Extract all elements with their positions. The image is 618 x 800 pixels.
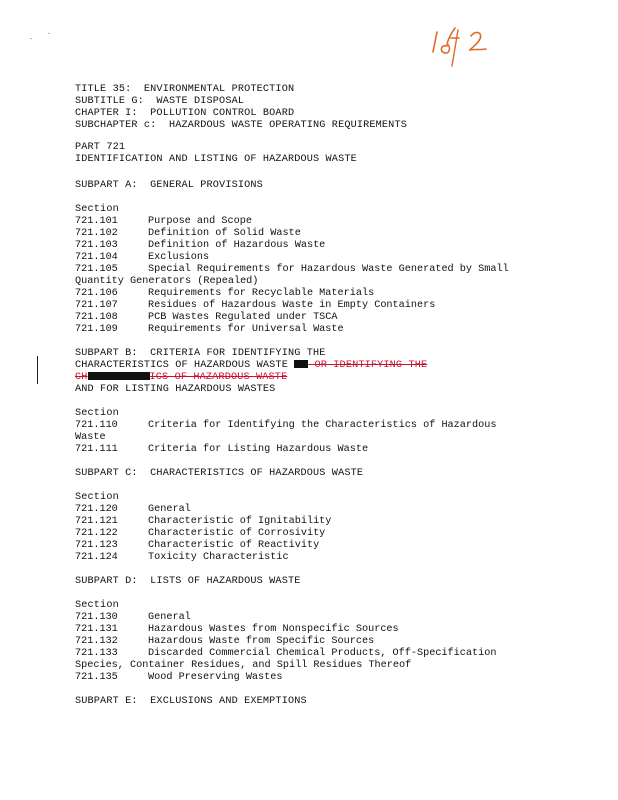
section-title-continuation: Species, Container Residues, and Spill Residues Thereof	[75, 660, 412, 671]
section-title: Exclusions	[148, 252, 210, 263]
subpart-d-heading: SUBPART D: LISTS OF HAZARDOUS WASTE	[75, 576, 301, 587]
section-title-continuation: Waste	[75, 432, 106, 443]
section-number: 721.106	[75, 288, 118, 299]
subpart-b-heading-line1: SUBPART B: CRITERIA FOR IDENTIFYING THE	[75, 348, 326, 359]
subpart-b-heading-line2	[75, 360, 427, 372]
section-title: Characteristic of Ignitability	[148, 516, 332, 527]
section-title: Wood Preserving Wastes	[148, 672, 283, 683]
subpart-c-heading: SUBPART C: CHARACTERISTICS OF HAZARDOUS WASTE	[75, 468, 364, 479]
struck-heading-text: ICS OF HAZARDOUS WASTE	[149, 372, 288, 383]
section-number: 721.121	[75, 516, 118, 527]
section-title: Special Requirements for Hazardous Waste Generated by Small	[148, 264, 509, 275]
section-title: Definition of Solid Waste	[148, 228, 301, 239]
struck-heading-text: OR IDENTIFYING THE	[308, 360, 428, 371]
subchapter-line: SUBCHAPTER c: HAZARDOUS WASTE OPERATING REQUIREMENTS	[75, 120, 407, 131]
section-title-continuation: Quantity Generators (Repealed)	[75, 276, 259, 287]
revision-margin-bar	[37, 356, 38, 384]
section-title: Criteria for Identifying the Characteristics of Hazardous	[148, 420, 497, 431]
section-title: Hazardous Waste from Specific Sources	[148, 636, 375, 647]
section-label: Section	[75, 492, 119, 503]
kept-heading-text: CHARACTERISTICS OF HAZARDOUS WASTE	[75, 360, 295, 371]
section-title: Requirements for Recyclable Materials	[148, 288, 375, 299]
section-title: PCB Wastes Regulated under TSCA	[148, 312, 338, 323]
section-label: Section	[75, 600, 119, 611]
title-line: TITLE 35: ENVIRONMENTAL PROTECTION	[75, 84, 295, 95]
subpart-b-heading-line3	[75, 372, 287, 384]
section-number: 721.131	[75, 624, 118, 635]
section-number: 721.135	[75, 672, 118, 683]
section-title: Hazardous Wastes from Nonspecific Sources	[148, 624, 399, 635]
struck-heading-text: CH	[75, 372, 88, 383]
section-title: Characteristic of Reactivity	[148, 540, 320, 551]
section-title: Criteria for Listing Hazardous Waste	[148, 444, 369, 455]
subpart-b-heading-line4: AND FOR LISTING HAZARDOUS WASTES	[75, 384, 276, 395]
section-number: 721.109	[75, 324, 118, 335]
section-number: 721.130	[75, 612, 118, 623]
subpart-e-heading: SUBPART E: EXCLUSIONS AND EXEMPTIONS	[75, 696, 307, 707]
section-number: 721.102	[75, 228, 118, 239]
section-number: 721.111	[75, 444, 118, 455]
section-number: 721.132	[75, 636, 118, 647]
section-number: 721.120	[75, 504, 118, 515]
redaction-mark	[294, 360, 308, 368]
section-title: Requirements for Universal Waste	[148, 324, 344, 335]
section-number: 721.107	[75, 300, 118, 311]
section-title: Discarded Commercial Chemical Products, Off-Specification	[148, 648, 497, 659]
part-number: PART 721	[75, 142, 126, 153]
section-title: Definition of Hazardous Waste	[148, 240, 326, 251]
section-title: Residues of Hazardous Waste in Empty Containers	[148, 300, 436, 311]
section-number: 721.103	[75, 240, 118, 251]
chapter-line: CHAPTER I: POLLUTION CONTROL BOARD	[75, 108, 295, 119]
scan-speck	[48, 33, 50, 34]
section-title: General	[148, 504, 191, 515]
section-number: 721.108	[75, 312, 118, 323]
redaction-mark	[88, 372, 150, 380]
section-title: Characteristic of Corrosivity	[148, 528, 326, 539]
section-title: General	[148, 612, 191, 623]
section-number: 721.123	[75, 540, 118, 551]
section-number: 721.124	[75, 552, 118, 563]
section-label: Section	[75, 204, 119, 215]
section-number: 721.122	[75, 528, 118, 539]
section-title: Toxicity Characteristic	[148, 552, 289, 563]
section-number: 721.133	[75, 648, 118, 659]
section-number: 721.101	[75, 216, 118, 227]
section-number: 721.104	[75, 252, 118, 263]
subpart-a-heading: SUBPART A: GENERAL PROVISIONS	[75, 180, 263, 191]
section-number: 721.110	[75, 420, 118, 431]
section-number: 721.105	[75, 264, 118, 275]
part-name: IDENTIFICATION AND LISTING OF HAZARDOUS WASTE	[75, 154, 357, 165]
section-label: Section	[75, 408, 119, 419]
handwritten-page-mark	[425, 22, 495, 72]
section-title: Purpose and Scope	[148, 216, 252, 227]
subtitle-line: SUBTITLE G: WASTE DISPOSAL	[75, 96, 245, 107]
scan-speck	[30, 38, 32, 39]
